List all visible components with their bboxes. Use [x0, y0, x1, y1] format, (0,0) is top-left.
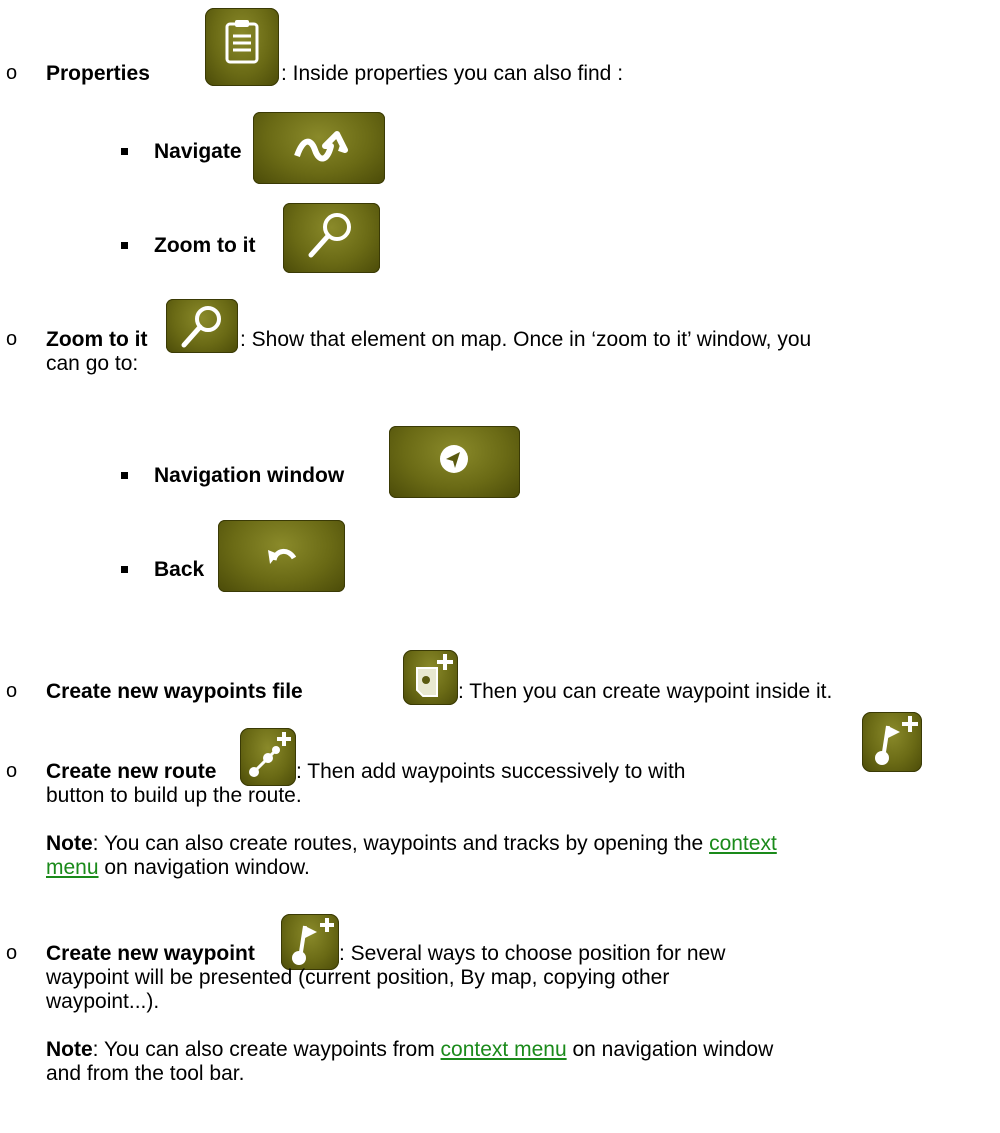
properties-line	[46, 62, 150, 86]
navigate-button[interactable]	[253, 112, 385, 184]
square-bullet	[121, 566, 128, 573]
new-waypoint-icon	[862, 712, 922, 772]
square-bullet	[121, 242, 128, 249]
new-route-icon	[240, 728, 296, 786]
back-button[interactable]	[218, 520, 345, 592]
bullet: o	[6, 760, 18, 782]
bullet: o	[6, 942, 18, 964]
magnifier-icon	[283, 203, 380, 273]
context-menu-link[interactable]: context menu	[440, 1038, 567, 1061]
newwp-desc-1: : Several ways to choose position for new	[339, 942, 726, 965]
newfile-desc: : Then you can create waypoint inside it.	[458, 680, 833, 703]
bullet: o	[6, 62, 18, 84]
zoom-desc-2: can go to:	[46, 352, 139, 375]
zoom-sub-button[interactable]	[283, 203, 380, 273]
square-bullet	[121, 148, 128, 155]
new-waypoint-inline-button[interactable]	[862, 712, 922, 772]
newwp-label: Create new waypoint	[46, 942, 255, 965]
zoom-desc-1: : Show that element on map. Once in ‘zoom to it’ window, you	[240, 328, 812, 351]
newwp-desc-3: waypoint...).	[46, 990, 160, 1013]
newroute-desc-2: button to build up the route.	[46, 784, 302, 807]
note-2-line-1: Note: You can also create waypoints from context menu on navigation window	[46, 1038, 774, 1061]
bullet: o	[6, 680, 18, 702]
navigate-label: Navigate	[154, 140, 242, 163]
back-arrow-icon	[218, 520, 345, 592]
navigation-window-button[interactable]	[389, 426, 520, 498]
new-waypoint-icon	[281, 914, 339, 970]
navigate-arrow-icon	[253, 112, 385, 184]
properties-button[interactable]	[205, 8, 279, 86]
newwp-desc-2: waypoint will be presented (current position, By map, copying other	[46, 966, 670, 989]
note-1-line-2: menu on navigation window.	[46, 856, 310, 879]
square-bullet	[121, 472, 128, 479]
compass-arrow-icon	[389, 426, 520, 498]
new-file-icon	[403, 650, 458, 705]
note-2-line-2: and from the tool bar.	[46, 1062, 245, 1085]
properties-desc: : Inside properties you can also find :	[281, 62, 624, 85]
newroute-desc-1: : Then add waypoints successively to with	[296, 760, 686, 783]
newfile-label: Create new waypoints file	[46, 680, 303, 703]
back-label: Back	[154, 558, 205, 581]
clipboard-icon	[205, 8, 279, 86]
zoom-label: Zoom to it	[46, 328, 148, 351]
navwin-label: Navigation window	[154, 464, 345, 487]
new-route-button[interactable]	[240, 728, 296, 786]
context-menu-link[interactable]: context	[709, 832, 777, 855]
new-waypoint-button[interactable]	[281, 914, 339, 970]
magnifier-icon	[166, 299, 238, 353]
newroute-label: Create new route	[46, 760, 217, 783]
bullet: o	[6, 328, 18, 350]
note-1-line-1: Note: You can also create routes, waypoints and tracks by opening the context	[46, 832, 777, 855]
new-waypoints-file-button[interactable]	[403, 650, 458, 705]
context-menu-link[interactable]: menu	[46, 856, 99, 879]
zoom-sub-label: Zoom to it	[154, 234, 256, 257]
zoom-button[interactable]	[166, 299, 238, 353]
properties-label: Properties	[46, 62, 150, 85]
